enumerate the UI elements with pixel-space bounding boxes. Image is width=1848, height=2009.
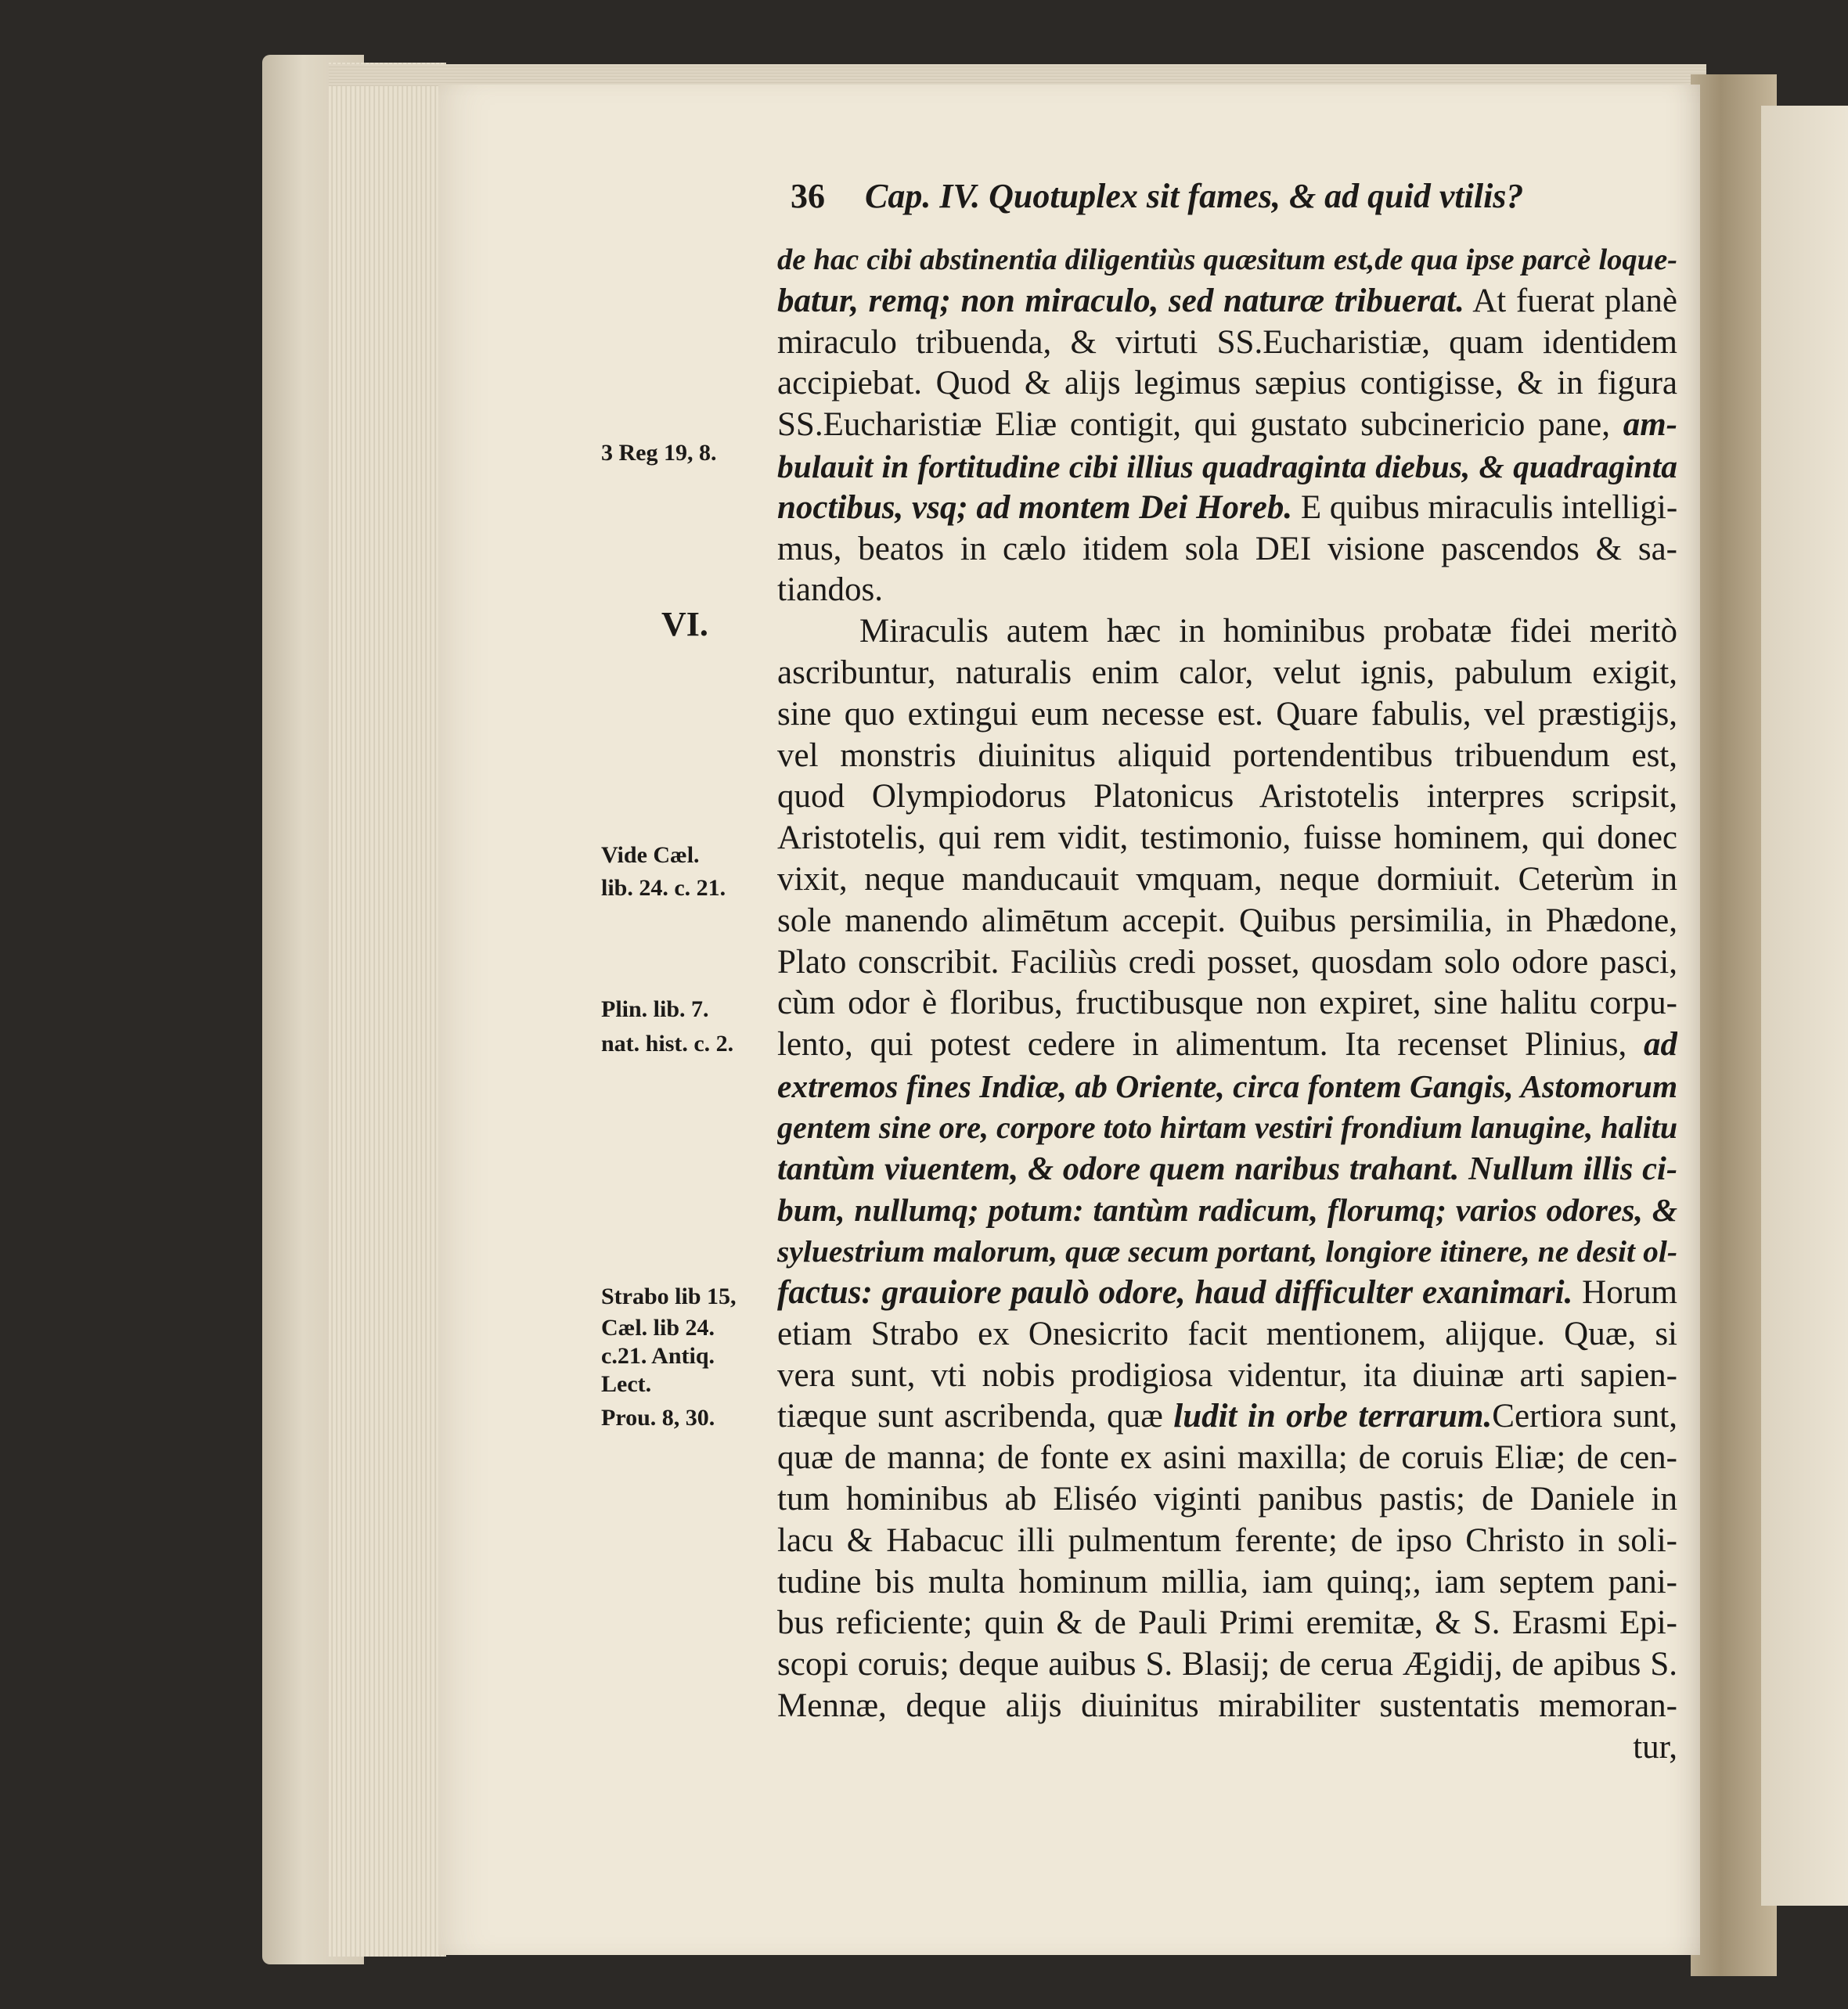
- margin-note: Prou. 8, 30.: [601, 1405, 715, 1431]
- text-span: Miraculis autem hæc in hominibus probatæ fidei meritò: [859, 613, 1677, 650]
- text-span: tum hominibus ab Eliséo viginti panibus pastis; de Daniele in: [777, 1480, 1677, 1518]
- text-span: miraculo tribuenda, & virtuti SS.Eucharistiæ, quam identidem: [777, 323, 1677, 361]
- text-span: scopi coruis; deque auibus S. Blasij; de cerua Ægidij, de apibus S.: [777, 1646, 1677, 1683]
- running-header: [791, 176, 1699, 216]
- text-span: mus, beatos in cælo itidem sola DEI visione pascendos & sa-: [777, 530, 1677, 567]
- text-span: Mennæ, deque alijs diuinitus mirabiliter sustentatis memoran-: [777, 1687, 1677, 1724]
- margin-note: Vide Cæl.: [601, 842, 700, 868]
- text-line: [777, 736, 1677, 777]
- text-line: [777, 983, 1677, 1024]
- text-line: [777, 1356, 1677, 1397]
- text-line: [777, 363, 1677, 405]
- text-span: quod Olympiodorus Platonicus Aristotelis interpres scripsit,: [777, 778, 1677, 815]
- text-span: tudine bis multa hominum millia, iam quinq;, iam septem pani-: [777, 1563, 1677, 1600]
- text-span: etiam Strabo ex Onesicrito facit mentionem, alijque. Quæ, si: [777, 1315, 1677, 1352]
- text-span: tantùm viuentem, & odore quem naribus trahant. Nullum illis ci-: [777, 1150, 1677, 1187]
- text-line: [777, 694, 1677, 736]
- text-line: [777, 1438, 1677, 1479]
- text-span: am-: [1623, 406, 1677, 444]
- body-text: [777, 239, 1677, 1768]
- facing-page-edge: [1761, 106, 1848, 1906]
- text-span: Aristotelis, qui rem vidit, testimonio, fuisse hominem, qui donec: [777, 819, 1677, 857]
- margin-note: nat. hist. c. 2.: [601, 1031, 734, 1057]
- text-span: vixit, neque manducauit vmquam, neque dormiuit. Ceterùm in: [777, 860, 1677, 898]
- text-line: [777, 281, 1677, 322]
- margin-note: c.21. Antiq.: [601, 1343, 715, 1369]
- text-line: [777, 1273, 1677, 1314]
- margin-note: Plin. lib. 7.: [601, 996, 709, 1022]
- text-span: sole manendo alimētum accepit. Quibus persimilia, in Phædone,: [777, 902, 1677, 939]
- text-span: E quibus miraculis intelligi-: [1292, 488, 1677, 526]
- text-line: [777, 446, 1677, 488]
- text-span: lacu & Habacuc illi pulmentum ferente; de ipso Christo in soli-: [777, 1521, 1677, 1559]
- text-span: syluestrium malorum, quæ secum portant, longiore itinere, ne desit ol-: [777, 1234, 1677, 1269]
- text-span: vera sunt, vti nobis prodigiosa videntur, ita diuinæ arti sapien-: [777, 1356, 1677, 1394]
- text-span: sine quo extingui eum necesse est. Quare fabulis, vel præstigijs,: [777, 695, 1677, 733]
- text-line: [777, 570, 1677, 611]
- text-span: Plato conscribit. Faciliùs credi posset, quosdam solo odore pasci,: [777, 943, 1677, 981]
- text-span: factus: grauiore paulò odore, haud difficulter exanimari.: [777, 1273, 1573, 1311]
- section-number: VI.: [661, 605, 708, 643]
- text-line: [777, 1521, 1677, 1562]
- text-line: [777, 776, 1677, 818]
- margin-note: Cæl. lib 24.: [601, 1315, 715, 1341]
- text-line: [777, 529, 1677, 571]
- text-line: [777, 488, 1677, 529]
- text-span: de hac cibi abstinentia diligentiùs quæsitum est,de qua ipse parcè loque-: [777, 243, 1677, 276]
- text-line: [777, 1686, 1677, 1727]
- text-span: Certiora sunt,: [1492, 1398, 1677, 1435]
- text-line: [777, 322, 1677, 364]
- text-span: lento, qui potest cedere in alimentum. Ita recenset Plinius,: [777, 1026, 1644, 1064]
- text-span: ludit in orbe terrarum.: [1173, 1398, 1493, 1435]
- text-span: ad: [1644, 1026, 1677, 1064]
- text-line: [777, 1149, 1677, 1190]
- text-line: [777, 653, 1677, 694]
- text-line: [777, 1562, 1677, 1604]
- text-line: [777, 859, 1677, 901]
- text-span: tur,: [1633, 1728, 1677, 1766]
- text-span: noctibus, vsq; ad montem Dei Horeb.: [777, 488, 1293, 526]
- text-line: [777, 405, 1677, 446]
- text-line: [777, 1644, 1677, 1686]
- margin-note: Lect.: [601, 1371, 652, 1397]
- text-line: [777, 1190, 1677, 1231]
- text-line: [777, 1024, 1677, 1066]
- text-line: [777, 1066, 1677, 1107]
- text-span: Horum: [1572, 1273, 1677, 1311]
- page-number: 36: [791, 177, 825, 215]
- text-line: [777, 239, 1677, 281]
- text-span: gentem sine ore, corpore toto hirtam vestiri frondium lanugine, halitu: [777, 1109, 1677, 1145]
- text-span: batur, remq; non miraculo, sed naturæ tribuerat.: [777, 282, 1464, 319]
- page-top-edge: [329, 64, 1706, 86]
- text-span: quæ de manna; de fonte ex asini maxilla; de coruis Eliæ; de cen-: [777, 1439, 1677, 1477]
- text-line: [777, 1231, 1677, 1273]
- text-line: [777, 942, 1677, 984]
- text-span: tiæque sunt ascribenda, quæ: [777, 1398, 1174, 1435]
- text-line: [777, 1479, 1677, 1521]
- text-line: [777, 901, 1677, 942]
- text-line: [777, 1603, 1677, 1644]
- text-line: [777, 1727, 1677, 1769]
- text-line: [777, 1107, 1677, 1149]
- running-title: Cap. IV. Quotuplex sit fames, & ad quid vtilis?: [865, 177, 1524, 215]
- text-span: tiandos.: [777, 571, 883, 609]
- text-line: [777, 1314, 1677, 1356]
- text-span: bulauit in fortitudine cibi illius quadraginta diebus, & quadraginta: [777, 448, 1677, 484]
- text-span: vel monstris diuinitus aliquid portendentibus tribuendum est,: [777, 736, 1677, 774]
- text-span: extremos fines Indiæ, ab Oriente, circa fontem Gangis, Astomorum: [777, 1068, 1677, 1104]
- text-line: [777, 611, 1677, 653]
- margin-note: 3 Reg 19, 8.: [601, 440, 717, 466]
- text-span: bum, nullumq; potum: tantùm radicum, florumq; varios odores, &: [777, 1192, 1677, 1229]
- text-line: [777, 1396, 1677, 1438]
- text-span: ascribuntur, naturalis enim calor, velut ignis, pabulum exigit,: [777, 653, 1677, 691]
- margin-note: Strabo lib 15,: [601, 1284, 737, 1309]
- text-span: At fuerat planè: [1464, 282, 1677, 319]
- text-line: [777, 818, 1677, 859]
- text-span: SS.Eucharistiæ Eliæ contigit, qui gustato subcinericio pane,: [777, 406, 1623, 444]
- text-span: bus reficiente; quin & de Pauli Primi eremitæ, & S. Erasmi Epi-: [777, 1604, 1677, 1642]
- margin-note: lib. 24. c. 21.: [601, 875, 726, 901]
- text-span: cùm odor è floribus, fructibusque non expiret, sine halitu corpu-: [777, 985, 1677, 1022]
- page-stack-edge: [329, 63, 446, 1957]
- text-span: accipiebat. Quod & alijs legimus sæpius contigisse, & in figura: [777, 365, 1677, 402]
